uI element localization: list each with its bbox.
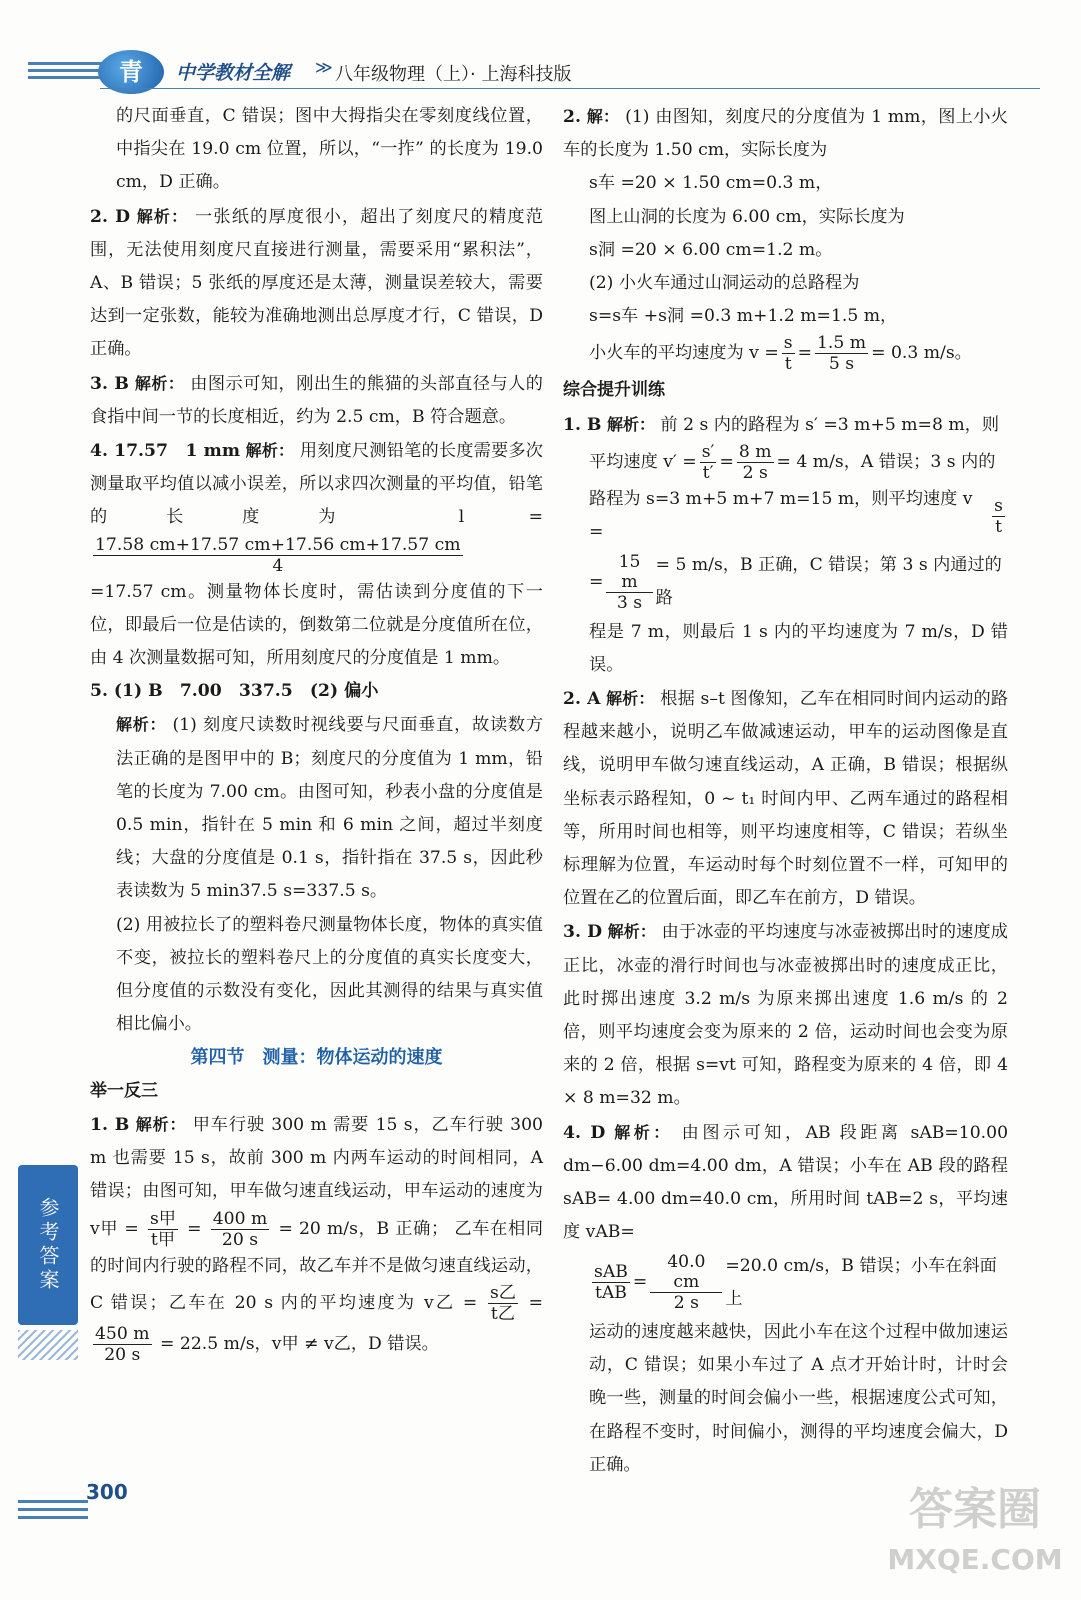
fraction (782, 333, 795, 374)
watermark-line-1: 答案圈 (909, 1484, 1041, 1535)
answer-number: 3. B (90, 373, 129, 394)
header-separator: ≫ (315, 58, 333, 78)
answer-text: 由图示可知，AB 段距离 sAB=10.00 dm−6.00 dm=4.00 dm，A 错误；小车在 AB 段的路程 sAB= 4.00 dm=40.0 cm，所用时间 tAB=2 s，平均速度 vAB= (563, 1122, 1008, 1243)
calc-line: 图上山洞的长度为 6.00 cm，实际长度为 (589, 206, 905, 227)
watermark (880, 1480, 1070, 1595)
header-rule (100, 88, 1040, 89)
fraction-numerator: 400 m (212, 1208, 268, 1229)
fraction (992, 496, 1005, 537)
training-4 (563, 1116, 1008, 1250)
answer-text: 由于冰壶的平均速度与冰壶被掷出时的速度成正比，冰壶的滑行时间也与冰壶被掷出时的速度成正比，此时掷出速度 3.2 m/s 为原来掷出速度 1.6 m/s 的 2 倍，则平均速度会变为原来的 2 倍，运动时间也会变为原来的 2 倍，根据 s=vt 可知，路程变为原来的 4 倍，即 4 × 8 m=32 m。 (563, 922, 1008, 1109)
analysis-label: 解析： (614, 1122, 673, 1142)
training-3 (563, 915, 1008, 1115)
fraction-denominator: 20 s (221, 1229, 259, 1250)
answer-number: 5. (1) B 7.00 337.5 (2) 偏小 (90, 681, 379, 702)
side-tab-answers: 参考答案 (18, 1165, 78, 1325)
fraction-denominator: t (784, 354, 792, 375)
fraction-denominator: tAB (594, 1283, 627, 1304)
fraction-numerator: s′ (701, 441, 715, 462)
fraction-numerator: s (783, 333, 793, 354)
fraction-denominator: 2 s (673, 1293, 699, 1314)
fraction (148, 1209, 178, 1250)
velocity-formula-jia (90, 1208, 454, 1250)
equals-sign: = (589, 571, 604, 592)
answer-2 (90, 200, 543, 367)
formula-rhs: = 0.3 m/s。 (871, 343, 972, 364)
answer-text: 前 2 s 内的路程为 s′ =3 m+5 m=8 m，则 (660, 414, 1000, 435)
book-subtitle: 八年级物理（上）· 上海科技版 (335, 64, 572, 85)
right-column (563, 100, 1008, 1482)
answer-number: 2. (563, 107, 581, 127)
fraction (93, 535, 463, 576)
fraction-denominator: t甲 (150, 1229, 176, 1250)
training-2 (563, 682, 1008, 915)
answer-text: 甲车行驶 300 m 需要 15 s，乙车行驶 300 m 也需要 15 s，故前 300 m 内两车运动的时间相同，A 错误；由图可知，甲车做匀速直线运动，甲车运动的速度为 (90, 1114, 543, 1202)
answer-text: 根据 s–t 图像知，乙车在相同时间内运动的路程越来越小，说明乙车做减速运动，甲车的运动图像是直线，说明甲车做匀速直线运动，A 正确，B 错误；根据纵坐标表示路程知，0 ~ t₁ 时间内甲、乙两车通过的路程相等，所用时间也相等，则平均速度相等，C 错误；若纵坐标理解为位置，车运动时每个时刻位置不一样，可知甲的位置在乙的位置后面，即乙车在前方，D 错误。 (563, 689, 1009, 909)
watermark-line-2: MXQE.COM (887, 1543, 1063, 1576)
analysis-label: 解析： (606, 414, 655, 434)
page-number: 300 (86, 1480, 128, 1504)
answer-number: 2. D (90, 206, 131, 227)
calc-line: (2) 小火车通过山洞运动的总路程为 (589, 273, 860, 294)
fraction (606, 552, 652, 613)
fraction (815, 333, 868, 374)
answer-4-continued: =17.57 cm。测量物体长度时，需估读到分度值的下一位，即最后一位是估读的，倒数第二位就是分度值所在位，由 4 次测量数据可知，所用刻度尺的分度值是 1 mm。 (90, 581, 543, 669)
sub-heading: 综合提升训练 (563, 380, 665, 401)
book-title: 中学教材全解 (176, 62, 291, 84)
fraction-denominator: t′ (702, 462, 714, 483)
fraction (93, 1324, 152, 1365)
analysis-label: 解析： (135, 1114, 187, 1134)
answer-text: 由图示可知，刚出生的熊猫的头部直径与人的食指中间一节的长度相近，约为 2.5 cm，B 符合题意。 (90, 373, 543, 427)
side-hatch-decoration (18, 1330, 78, 1360)
formula-lhs: v乙 = (423, 1292, 478, 1313)
fraction-numerator: sAB (594, 1262, 628, 1283)
analysis-label: 解析： (606, 689, 655, 709)
fraction-numerator: 15 m (606, 552, 652, 593)
answer-continuation: 的尺面垂直，C 错误；图中大拇指尖在零刻度线位置，中指尖在 19.0 cm 位置，所以，“一拃” 的长度为 19.0 cm，D 正确。 (116, 106, 543, 193)
calc-line: s洞 =20 × 6.00 cm=1.2 m。 (589, 239, 833, 260)
formula-lhs: 路程为 s=3 m+5 m+7 m=15 m，则平均速度 v = (589, 488, 973, 543)
answer-3 (90, 367, 543, 434)
answer-text: 程是 7 m，则最后 1 s 内的平均速度为 7 m/s，D 错误。 (589, 621, 1008, 675)
answer-number: 4. D (563, 1122, 606, 1143)
formula-rhs: = 20 m/s，B 正确； (278, 1218, 449, 1239)
answer-text: 用刻度尺测铅笔的长度需要多次测量取平均值以减小误差，所以求四次测量的平均值，铅笔的长度为 (90, 441, 543, 528)
footer-decoration-lines (18, 1500, 88, 1524)
fraction (488, 1283, 518, 1324)
answer-text: (1) 由图知，刻度尺的分度值为 1 mm，图上小火车的长度为 1.50 cm，实际长度为 (563, 107, 1008, 161)
fraction (737, 442, 774, 483)
answer-text: (1) 刻度尺读数时视线要与尺面垂直，故读数方法正确的是图甲中的 B；刻度尺的分度值为 1 mm，铅笔的长度为 7.00 cm。由图可知，秒表小盘的分度值是 0.5 min，指针在 5 min 和 6 min 之间，超过半刻度线；大盘的分度值是 0.1 s，指针指在 37.5 s，因此秒表读数为 5 min37.5 s=337.5 s。 (116, 715, 544, 902)
fraction-denominator: 5 s (828, 354, 855, 375)
formula-line (563, 549, 1008, 615)
fraction-denominator: t (995, 516, 1003, 537)
section-title: 第四节 测量：物体运动的速度 (190, 1047, 443, 1069)
formula-lhs: 平均速度 v′ = (589, 451, 697, 472)
fraction-denominator: 3 s (616, 592, 643, 613)
fraction-denominator: t乙 (490, 1303, 515, 1324)
fraction-numerator: s (994, 495, 1003, 516)
formula-line (563, 442, 1008, 483)
book-logo-icon: 青 (98, 50, 164, 94)
analysis-label: 解析： (245, 441, 295, 461)
equals-sign: = (187, 1218, 202, 1239)
formula-rhs: = 5 m/s，B 正确，C 错误；第 3 s 内通过的路 (655, 555, 1002, 609)
analysis-label: 解析： (607, 922, 657, 942)
formula-lhs: 小火车的平均速度为 v = (589, 343, 779, 364)
answer-text: 运动的速度越来越快，因此小车在这个过程中做加速运动，C 错误；如果小车过了 A 点才开始计时，计时会晚一些，测量的时间会偏小一些，根据速度公式可知，在路程不变时，时间偏小，测得的平均速度会偏大，D 正确。 (589, 1321, 1008, 1475)
answer-5 (90, 675, 543, 708)
fraction-numerator: s甲 (149, 1208, 176, 1229)
answer-text: 乙车在相同的时间内行驶的路程不同，故乙车并不是做匀速直线运动，C 错误；乙车在 20 s 内的平均速度为 (90, 1218, 544, 1313)
solution-label: 解： (586, 107, 620, 126)
fraction-numerator: 1.5 m (816, 333, 867, 354)
formula-line (563, 1250, 1008, 1316)
formula-lhs: l = (458, 507, 543, 528)
analysis-label: 解析： (136, 206, 189, 226)
fraction-denominator: 4 (272, 555, 284, 576)
fraction (592, 1262, 630, 1303)
fraction-numerator: 8 m (738, 441, 772, 462)
calc-line: s=s车 +s洞 =0.3 m+1.2 m=1.5 m， (589, 306, 898, 327)
calc-line: s车 =20 × 1.50 cm=0.3 m， (589, 173, 833, 194)
example-1 (90, 1108, 543, 1365)
answer-number: 1. B (90, 1114, 130, 1135)
answer-4 (90, 434, 543, 576)
answer-number: 3. D (563, 922, 602, 943)
fraction-numerator: s乙 (489, 1282, 516, 1303)
fraction-numerator: 450 m (95, 1323, 150, 1344)
left-column (90, 100, 543, 1365)
fraction (700, 442, 717, 483)
equals-sign: = (797, 343, 812, 364)
answer-5-part2: (2) 用被拉长了的塑料卷尺测量物体长度，物体的真实值不变，被拉长的塑料卷尺上的分度值的真实长度变大，但分度值的示数没有变化，因此其测得的结果与真实值相比偏小。 (116, 914, 543, 1035)
answer-number: 4. 17.57 1 mm (90, 441, 241, 462)
fraction-numerator: 17.58 cm+17.57 cm+17.56 cm+17.57 cm (95, 534, 461, 555)
analysis-label: 解析： (134, 373, 185, 393)
fraction (211, 1209, 270, 1250)
answer-5-analysis (90, 708, 543, 908)
fraction (650, 1252, 722, 1313)
equals-sign: = (719, 451, 734, 472)
page-header (0, 0, 1081, 95)
average-speed-line (563, 333, 1008, 374)
equals-sign: = (632, 1272, 648, 1293)
answer-number: 2. A (563, 689, 601, 710)
answer-r2 (563, 100, 1008, 167)
analysis-label: 解析： (116, 715, 167, 735)
formula-rhs: = 4 m/s，A 错误；3 s 内的 (776, 451, 996, 472)
fraction-denominator: 2 s (742, 462, 768, 483)
formula-rhs: =20.0 cm/s，B 错误；小车在斜面上 (725, 1255, 997, 1309)
fraction-numerator: 40.0 cm (650, 1252, 722, 1293)
formula-line (563, 483, 1008, 549)
equals-sign: = (528, 1292, 544, 1313)
training-1 (563, 408, 1008, 442)
sub-heading: 举一反三 (90, 1080, 158, 1101)
answer-text: 一张纸的厚度很小，超出了刻度尺的精度范围，无法使用刻度尺直接进行测量，需要采用“累积法”，A、B 错误；5 张纸的厚度还是太薄，测量误差较大，需要达到一定张数，能较为准确地测出总厚度才行，C 错误，D 正确。 (90, 206, 543, 360)
formula-lhs: v甲 = (90, 1218, 139, 1239)
fraction-denominator: 20 s (104, 1344, 141, 1365)
formula-rhs: = 22.5 m/s，v甲 ≠ v乙，D 错误。 (160, 1333, 439, 1354)
answer-number: 1. B (563, 414, 602, 435)
